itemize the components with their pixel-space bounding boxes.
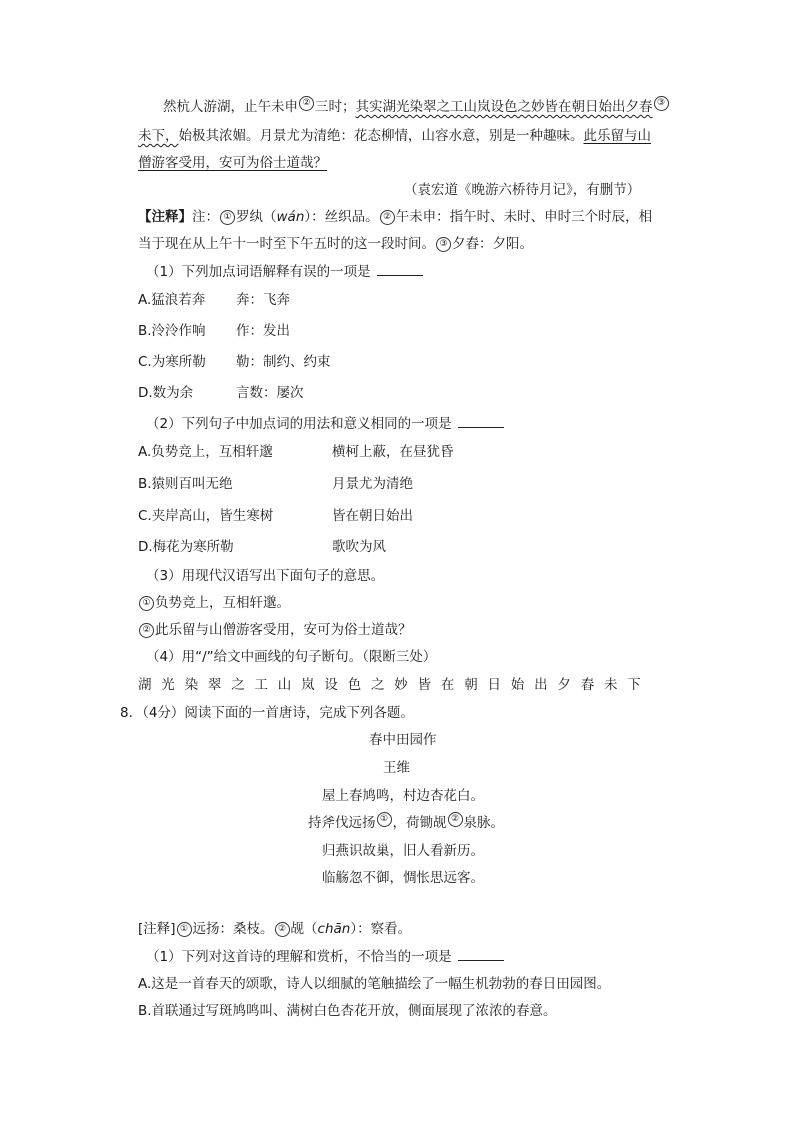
q3-item-1: ① 负势竞上，互相轩邈。 (138, 593, 290, 613)
notes-line-2: 当于现在从上午十一时至下午五时的这一段时间。 ③ 夕舂：夕阳。 (138, 236, 533, 252)
notes-line-1: 【注释】注： ① 罗纨（wán）：丝织品。 ② 午未申：指午时、未时、申时三个时辰，相 (138, 209, 653, 225)
q2-option-a: A.负势竞上，互相轩邈 横柯上蔽，在昼犹昏 (138, 444, 454, 460)
q2-stem: （2）下列句子中加点词的用法和意义相同的一项是 (146, 413, 504, 434)
q1-option-b: B.泠泠作响 作：发出 (138, 323, 290, 339)
passage-line-1: 然杭人游湖，止午未申 ② 三时；其实湖光染翠之工山岚设色之妙皆在朝日始出夕春 ③ (163, 96, 670, 117)
q4-stem: （4）用“/”给文中画线的句子断句。（限断三处） (146, 649, 437, 665)
q1-option-d: D.数为余 言数：屡次 (138, 385, 304, 401)
q3-item-2: ② 此乐留与山僧游客受用，安可为俗士道哉？ (138, 620, 412, 640)
q1-option-c: C.为寒所勒 勒：制约、约束 (138, 354, 331, 370)
underlined-sentence-part1: 此乐留与山 (583, 128, 651, 144)
q2-option-b: B.猿则百叫无绝 月景尤为清绝 (138, 476, 413, 492)
q1-option-a: A.猛浪若奔 奔：飞奔 (138, 292, 290, 308)
note-ref-2: ② (299, 96, 314, 111)
poem-line-2: 持斧伐远扬 ① ，荷锄觇 ② 泉脉。 (308, 814, 504, 831)
poem-author: 王维 (383, 760, 410, 776)
p8-q1-stem: （1）下列对这首诗的理解和赏析，不恰当的一项是 (146, 946, 504, 967)
poem-title: 春中田园作 (369, 732, 437, 748)
p8-q1-option-b: B.首联通过写斑鸠鸣叫、满树白色杏花开放，侧面展现了浓浓的春意。 (138, 1003, 557, 1019)
q4-sentence: 湖光染翠之工山岚设色之妙皆在朝日始出夕舂未下 (138, 677, 651, 693)
q3-stem: （3）用现代汉语写出下面句子的意思。 (146, 568, 385, 584)
answer-blank[interactable] (458, 413, 504, 428)
passage-line-3 (138, 153, 327, 173)
q2-option-c: C.夹岸高山，皆生寒树 皆在朝日始出 (138, 508, 413, 524)
notes-label: 【注释】 (138, 209, 192, 225)
q2-option-d: D.梅花为寒所勒 歌吹为风 (138, 539, 386, 555)
marked-sentence-part2: 未下， (138, 128, 179, 144)
marked-sentence-part1: 其实湖光染翠之工山岚设色之妙皆在朝日始出夕春 (355, 99, 653, 115)
passage-line-2: 未下，始极其浓媚。月景尤为清绝：花态柳情，山容水意，别是一种趣味。此乐留与山 (138, 128, 651, 144)
poem-line-4: 临觞忽不御，惆怅思远客。 (322, 870, 484, 886)
q1-stem: （1）下列加点词语解释有误的一项是 (146, 261, 423, 282)
p8-q1-option-a: A.这是一首春天的颂歌，诗人以细腻的笔触描绘了一幅生机勃勃的春日田园图。 (138, 976, 611, 992)
underlined-sentence-part2: 僧游客受用，安可为俗士道哉？ (138, 155, 327, 171)
problem-8-header: 8．（4分）阅读下面的一首唐诗，完成下列各题。 (120, 705, 414, 721)
poem-line-3: 归燕识故巢，旧人看新历。 (322, 843, 484, 859)
poem-notes: [注释] ① 远扬：桑枝。 ② 觇（chān）：察看。 (138, 921, 412, 937)
answer-blank[interactable] (377, 261, 423, 276)
passage-source: （袁宏道《晚游六桥待月记》，有删节） (404, 182, 641, 198)
poem-line-1: 屋上春鸠鸣，村边杏花白。 (322, 788, 484, 804)
answer-blank[interactable] (458, 946, 504, 961)
note-ref-3: ③ (654, 96, 669, 111)
